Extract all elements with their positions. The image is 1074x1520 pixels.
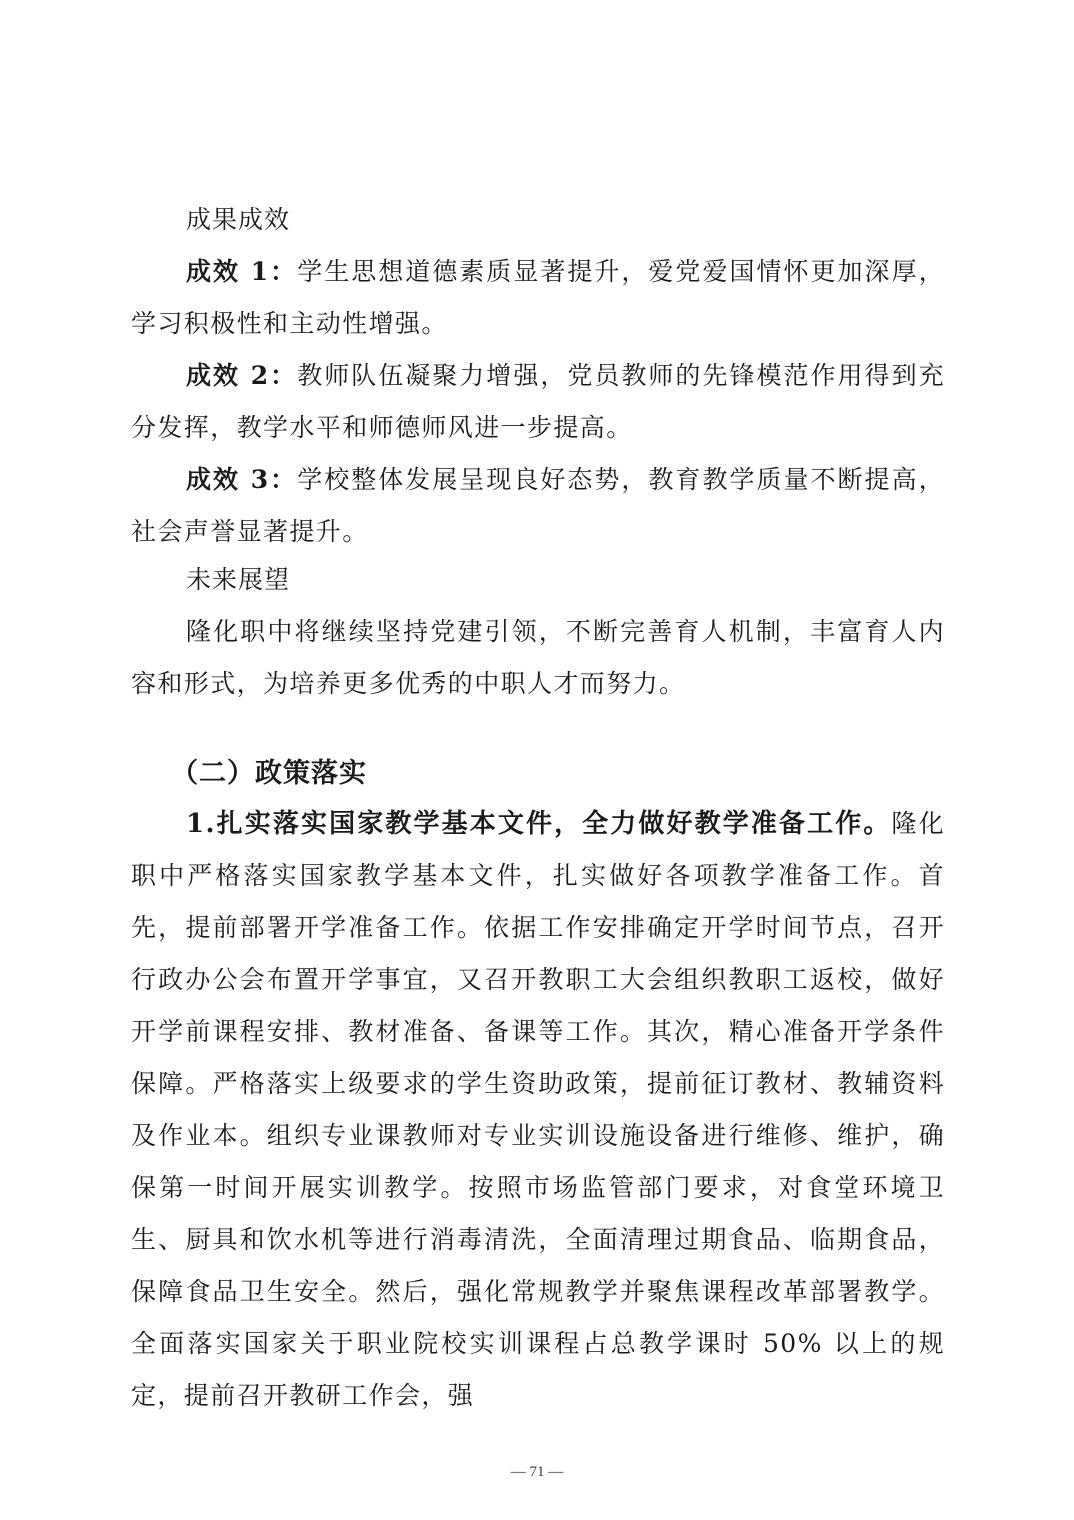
- policy-section-heading: （二）政策落实: [171, 758, 367, 789]
- page-number: — 71 —: [510, 1464, 564, 1480]
- effect-1-text: 学生思想道德素质显著提升，爱党爱国情怀更加深厚，学习积极性和主动性增强。: [131, 257, 945, 338]
- policy-body-text: 隆化职中严格落实国家教学基本文件，扎实做好各项教学准备工作。首先，提前部署开学准备工作。依据工作安排确定开学时间节点，召开行政办公会布置开学事宜，又召开教职工大会组织教职工返校，做好开学前课程安排、教材准备、备课等工作。其次，精心准备开学条件保障。严格落实上级要求的学生资助政策，提前征订教材、教辅资料及作业本。组织专业课教师对专业实训设施设备进行维修、维护，确保第一时间开展实训教学。按照市场监管部门要求，对食堂环境卫生、厨具和饮水机等进行消毒清洗，全面清理过期食品、临期食品，保障食品卫生安全。然后，强化常规教学并聚焦课程改革部署教学。全面落实国家关于职业院校实训课程占总教学课时 50% 以上的规定，提前召开教研工作会，强: [131, 809, 945, 1410]
- effect-3-paragraph: [131, 454, 945, 558]
- effect-3-label: 成效 3：: [186, 465, 298, 494]
- policy-paragraph: [131, 798, 945, 1422]
- results-heading: 成果成效: [186, 205, 291, 234]
- outlook-heading: 未来展望: [186, 565, 291, 594]
- document-page: [131, 200, 945, 1422]
- effect-1-label: 成效 1：: [186, 257, 298, 286]
- effect-2-label: 成效 2：: [186, 361, 298, 390]
- outlook-paragraph: 隆化职中将继续坚持党建引领，不断完善育人机制，丰富育人内容和形式，为培养更多优秀的中职人才而努力。: [131, 617, 945, 698]
- effect-1-paragraph: [131, 246, 945, 350]
- policy-lead-sentence: 1.扎实落实国家教学基本文件，全力做好教学准备工作。: [186, 809, 892, 839]
- effect-2-text: 教师队伍凝聚力增强，党员教师的先锋模范作用得到充分发挥，教学水平和师德师风进一步提高。: [131, 361, 945, 442]
- effect-2-paragraph: [131, 350, 945, 454]
- effect-3-text: 学校整体发展呈现良好态势，教育教学质量不断提高，社会声誉显著提升。: [131, 465, 945, 546]
